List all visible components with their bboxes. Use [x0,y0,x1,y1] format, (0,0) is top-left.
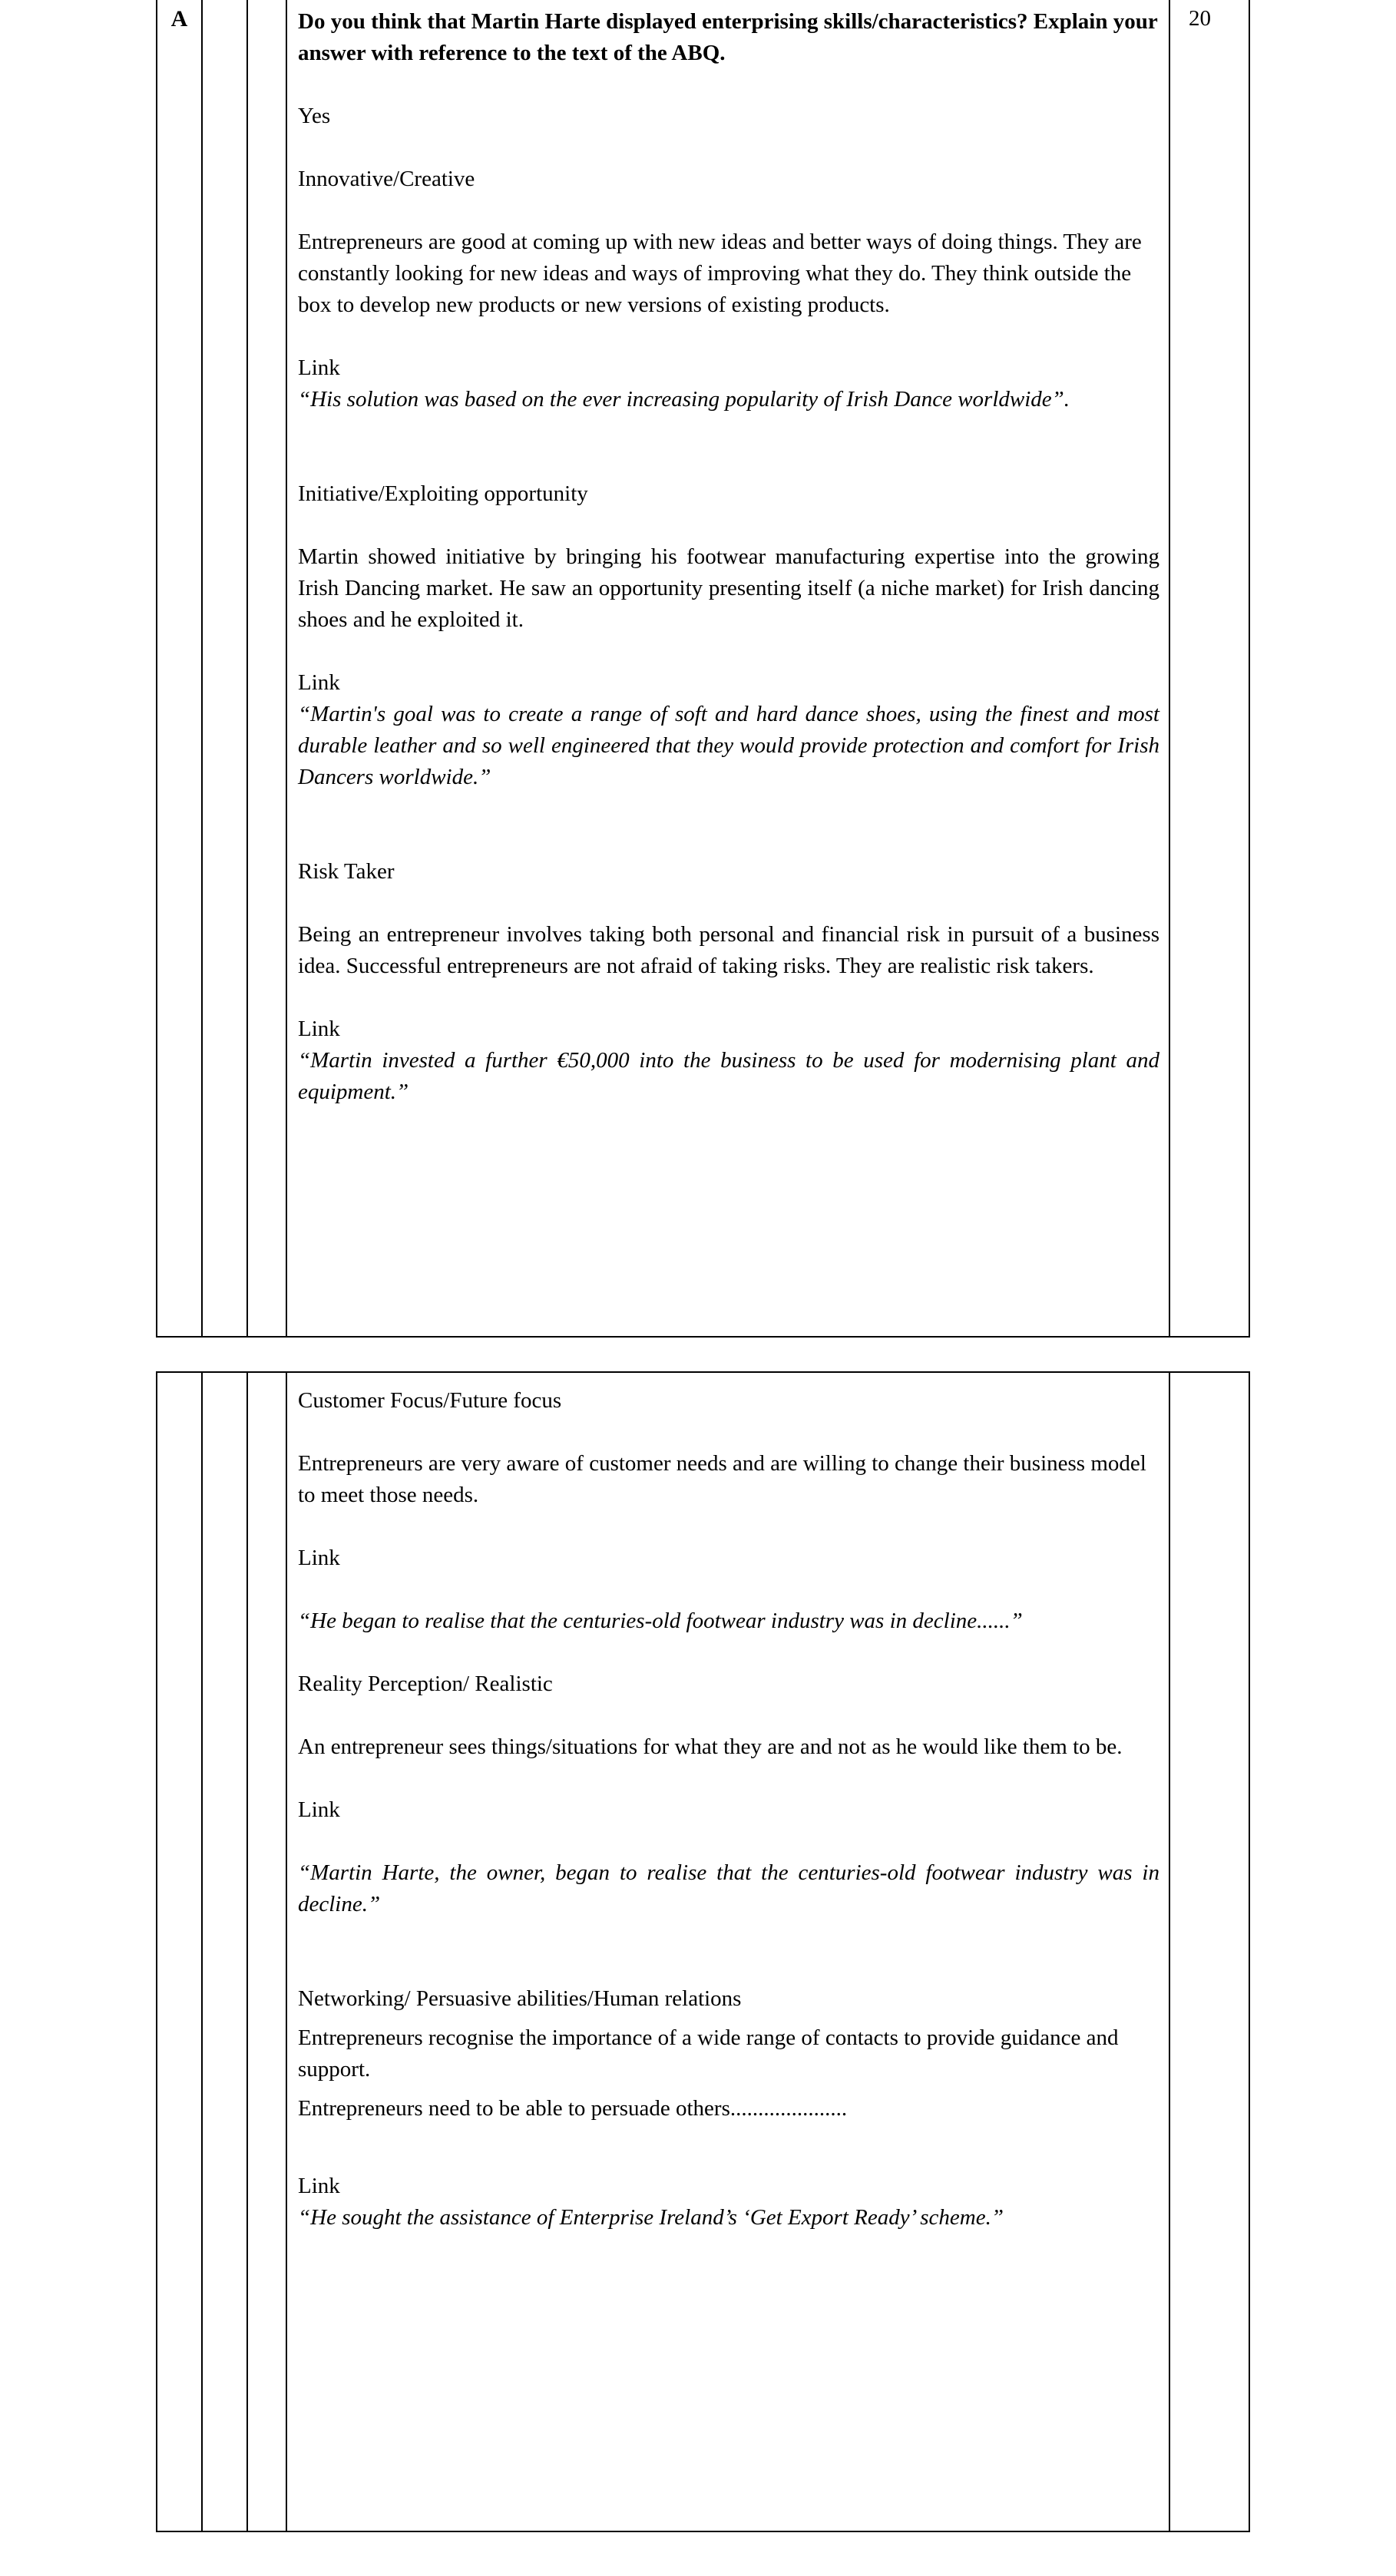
skill-description-innovative: Entrepreneurs are good at coming up with new ideas and better ways of doing things. They are constantly looking for new ideas and ways of improving what they do. They think outside the box to develop new products or new versions of existing products. [298,230,1142,317]
quote-risk-taker: “Martin invested a further €50,000 into the business to be used for modernising plant and equipment.” [298,1048,1159,1104]
marking-scheme-table-lower [156,1371,1250,2532]
quote-reality-perception: “Martin Harte, the owner, began to realise that the centuries-old footwear industry was in decline.” [298,1860,1159,1916]
quote-initiative: “Martin's goal was to create a range of soft and hard dance shoes, using the finest and most durable leather and so well engineered that they would provide protection and comfort for Irish Dancers worldwide.” [298,702,1159,789]
link-label: Link [298,1797,340,1822]
skill-description-risk-taker: Being an entrepreneur involves taking both personal and financial risk in pursuit of a business idea. Successful entrepreneurs are not afraid of taking risks. They are realistic risk takers. [298,922,1159,978]
marks-cell [1170,1373,1249,2531]
skill-heading-customer-focus: Customer Focus/Future focus [298,1388,562,1413]
link-label: Link [298,355,340,380]
skill-heading-innovative: Innovative/Creative [298,167,475,191]
link-label: Link [298,1017,340,1041]
link-label: Link [298,670,340,695]
question-label-cell [157,0,203,1336]
empty-column-cell [203,1373,248,2531]
skill-heading-reality-perception: Reality Perception/ Realistic [298,1672,553,1696]
answer-yes: Yes [298,104,331,128]
answer-content-lower [287,1373,1170,2531]
skill-heading-risk-taker: Risk Taker [298,859,395,884]
answer-content-upper [287,0,1170,1336]
question-heading: Do you think that Martin Harte displayed enterprising skills/characteristics? Explain your answer with reference to the text of the ABQ. [298,9,1158,65]
question-label: A [170,6,188,31]
skill-heading-initiative: Initiative/Exploiting opportunity [298,481,588,506]
quote-networking: “He sought the assistance of Enterprise Ireland’s ‘Get Export Ready’ scheme.” [298,2205,1004,2230]
marks-value: 20 [1189,6,1211,31]
quote-innovative: “His solution was based on the ever increasing popularity of Irish Dance worldwide”. [298,387,1070,412]
question-label-cell [157,1373,203,2531]
marks-cell [1170,0,1249,1336]
link-label: Link [298,1546,340,1570]
quote-customer-focus: “He began to realise that the centuries-old footwear industry was in decline......” [298,1609,1023,1633]
empty-column-cell [248,1373,287,2531]
skill-description-networking-2: Entrepreneurs need to be able to persuade others..................... [298,2096,848,2121]
empty-column-cell [248,0,287,1336]
skill-heading-networking: Networking/ Persuasive abilities/Human relations [298,1986,742,2011]
link-label: Link [298,2174,340,2198]
marking-scheme-table-upper [156,0,1250,1338]
skill-description-reality-perception: An entrepreneur sees things/situations for what they are and not as he would like them to be. [298,1734,1123,1759]
skill-description-customer-focus: Entrepreneurs are very aware of customer needs and are willing to change their business model to meet those needs. [298,1451,1146,1507]
empty-column-cell [203,0,248,1336]
skill-description-networking-1: Entrepreneurs recognise the importance of a wide range of contacts to provide guidance and support. [298,2025,1119,2082]
skill-description-initiative: Martin showed initiative by bringing his footwear manufacturing expertise into the growing Irish Dancing market. He saw an opportunity presenting itself (a niche market) for Irish dancing shoes and he exploited it. [298,544,1159,632]
